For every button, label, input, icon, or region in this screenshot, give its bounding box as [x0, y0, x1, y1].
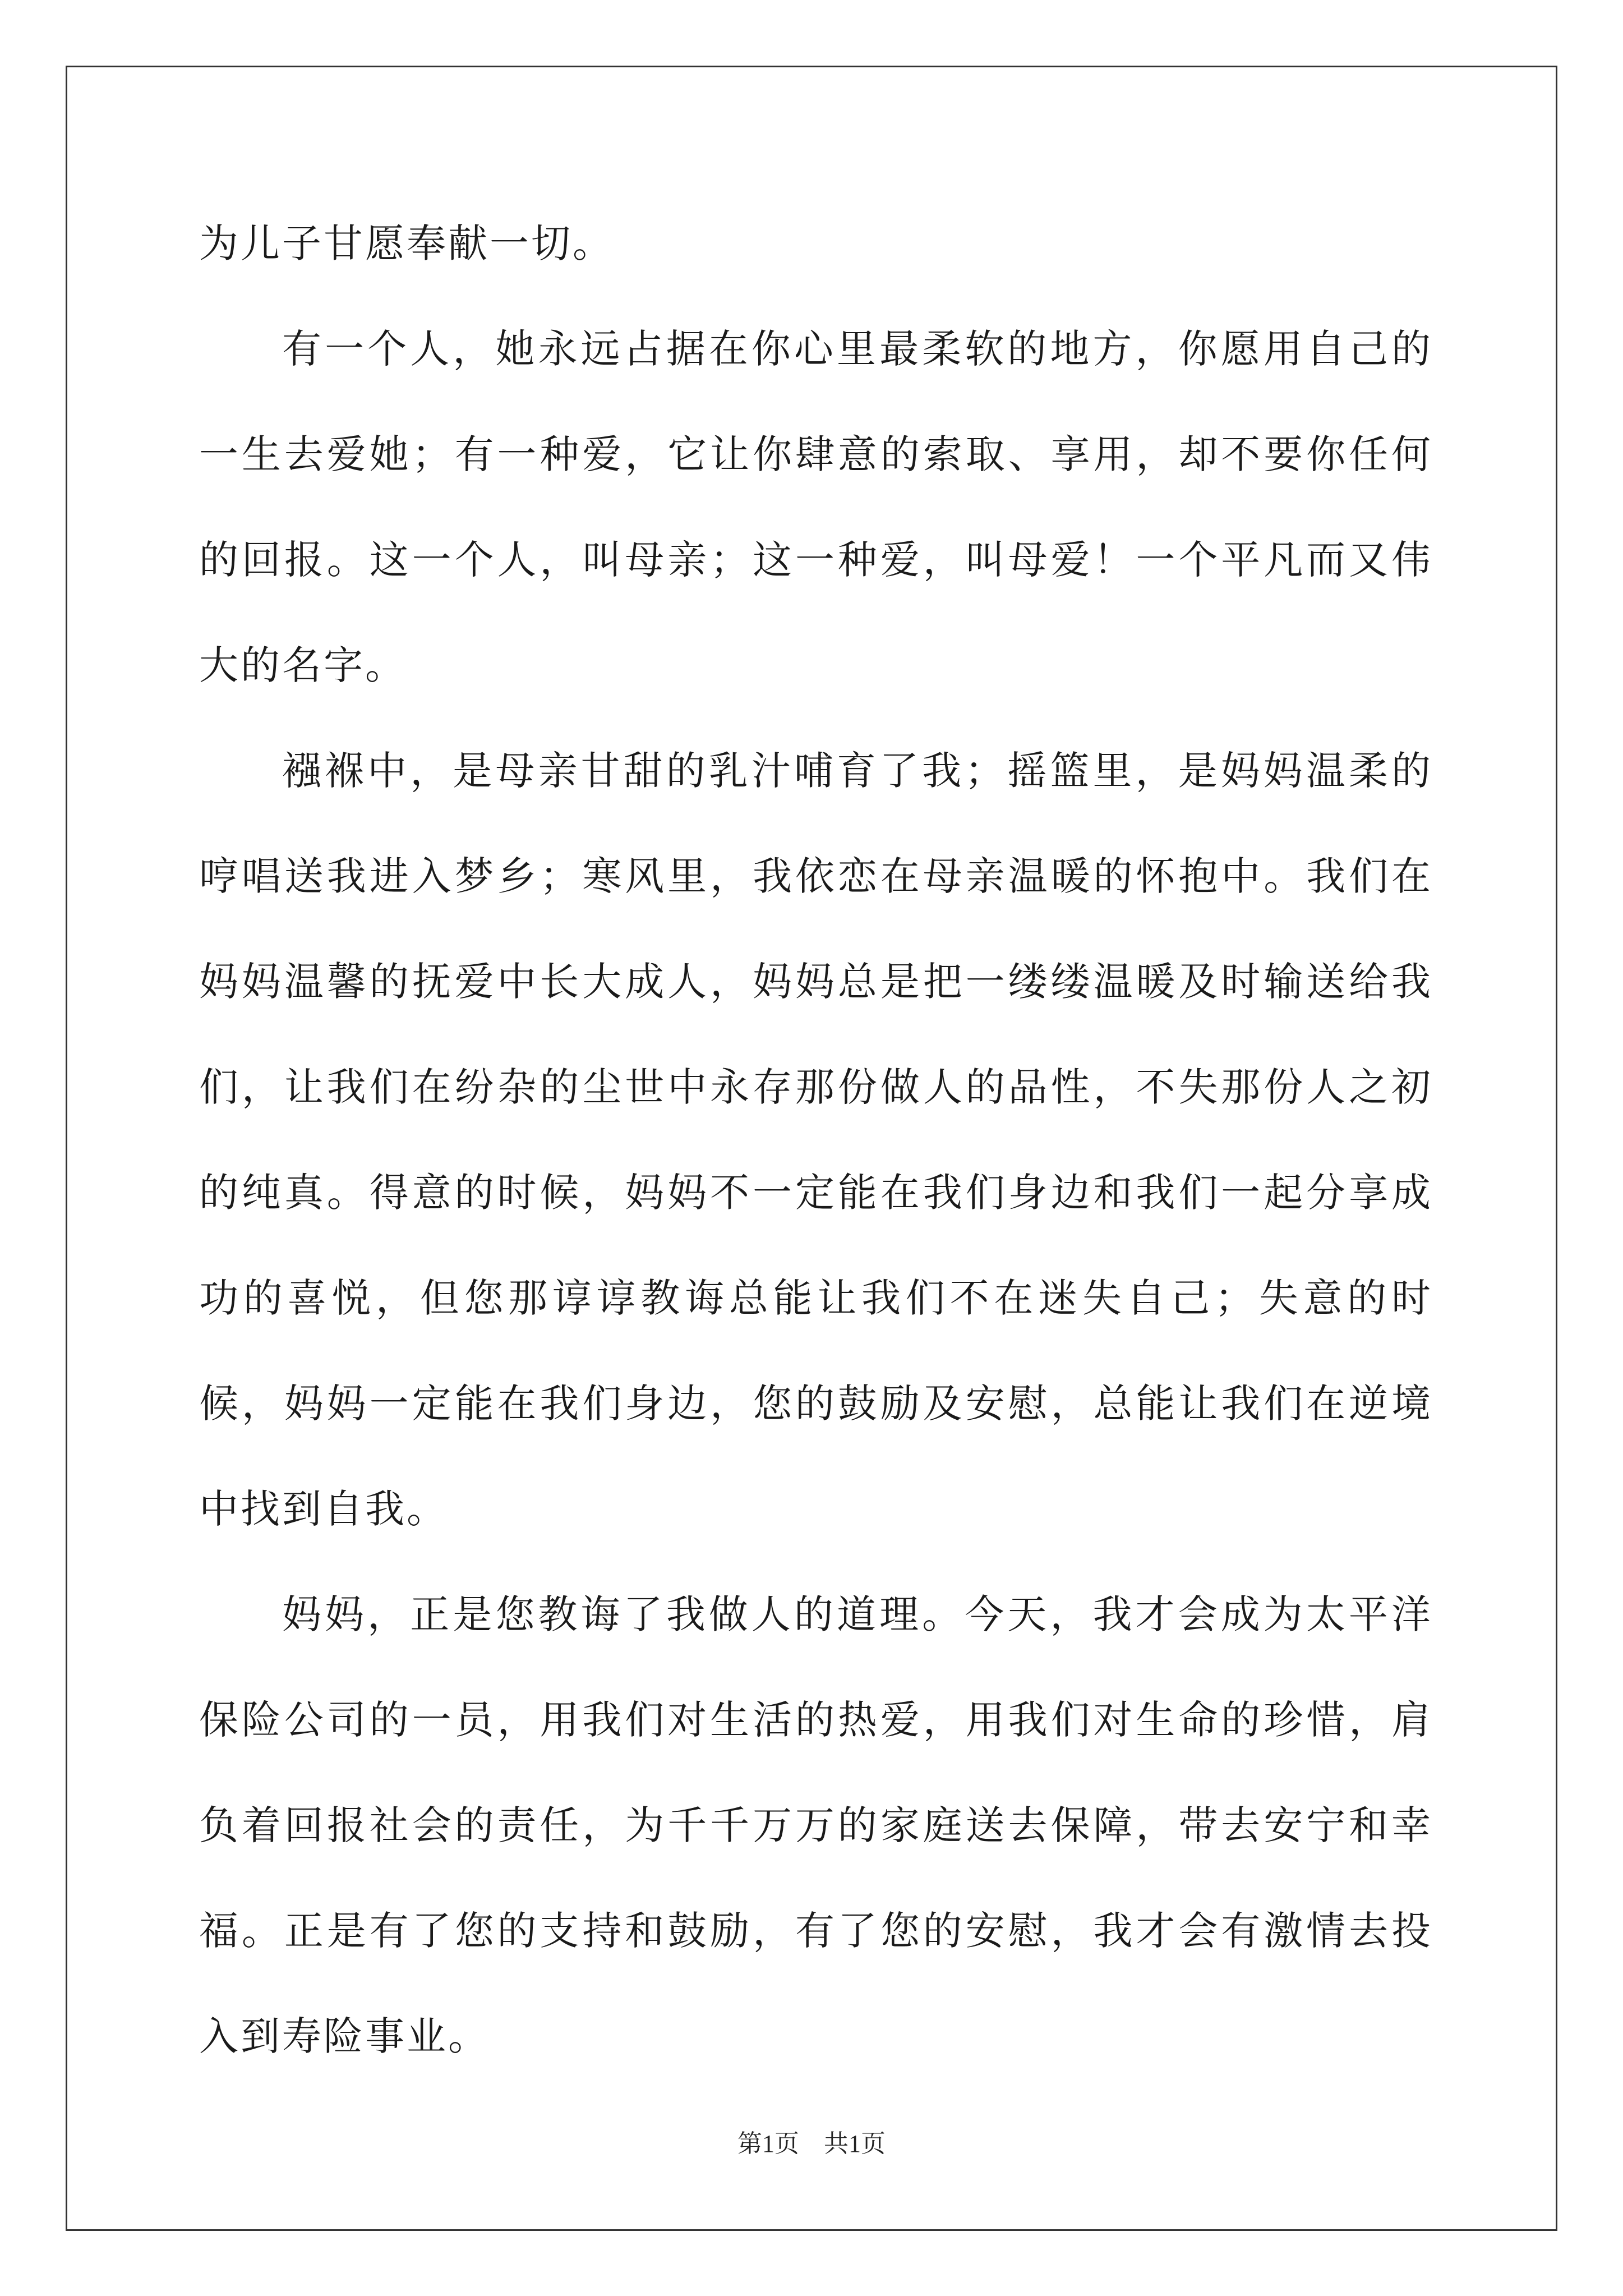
paragraph-2: 有一个人，她永远占据在你心里最柔软的地方，你愿用自己的一生去爱她；有一种爱，它让你肆意的索取、享用，却不要你任何的回报。这一个人，叫母亲；这一种爱，叫母爱！一个平凡而又伟大的名字。 [199, 326, 1433, 688]
page-number: 第1页 共1页 [737, 2130, 886, 2157]
paragraph-3: 襁褓中，是母亲甘甜的乳汁哺育了我；摇篮里，是妈妈温柔的哼唱送我进入梦乡；寒风里，我依恋在母亲温暖的怀抱中。我们在妈妈温馨的抚爱中长大成人，妈妈总是把一缕缕温暖及时输送给我们，让我们在纷杂的尘世中永存那份做人的品性，不失那份人之初的纯真。得意的时候，妈妈不一定能在我们身边和我们一起分享成功的喜悦，但您那谆谆教诲总能让我们不在迷失自己；失意的时候，妈妈一定能在我们身边，您的鼓励及安慰，总能让我们在逆境中找到自我。 [199, 748, 1433, 1532]
paragraph-1: 为儿子甘愿奉献一切。 [199, 220, 614, 266]
paragraph-4: 妈妈，正是您教诲了我做人的道理。今天，我才会成为太平洋保险公司的一员，用我们对生活的热爱，用我们对生命的珍惜，肩负着回报社会的责任，为千千万万的家庭送去保障，带去安宁和幸福。正是有了您的支持和鼓励，有了您的安慰，我才会有激情去投入到寿险事业。 [199, 1591, 1433, 2059]
document-body [199, 191, 1433, 2089]
